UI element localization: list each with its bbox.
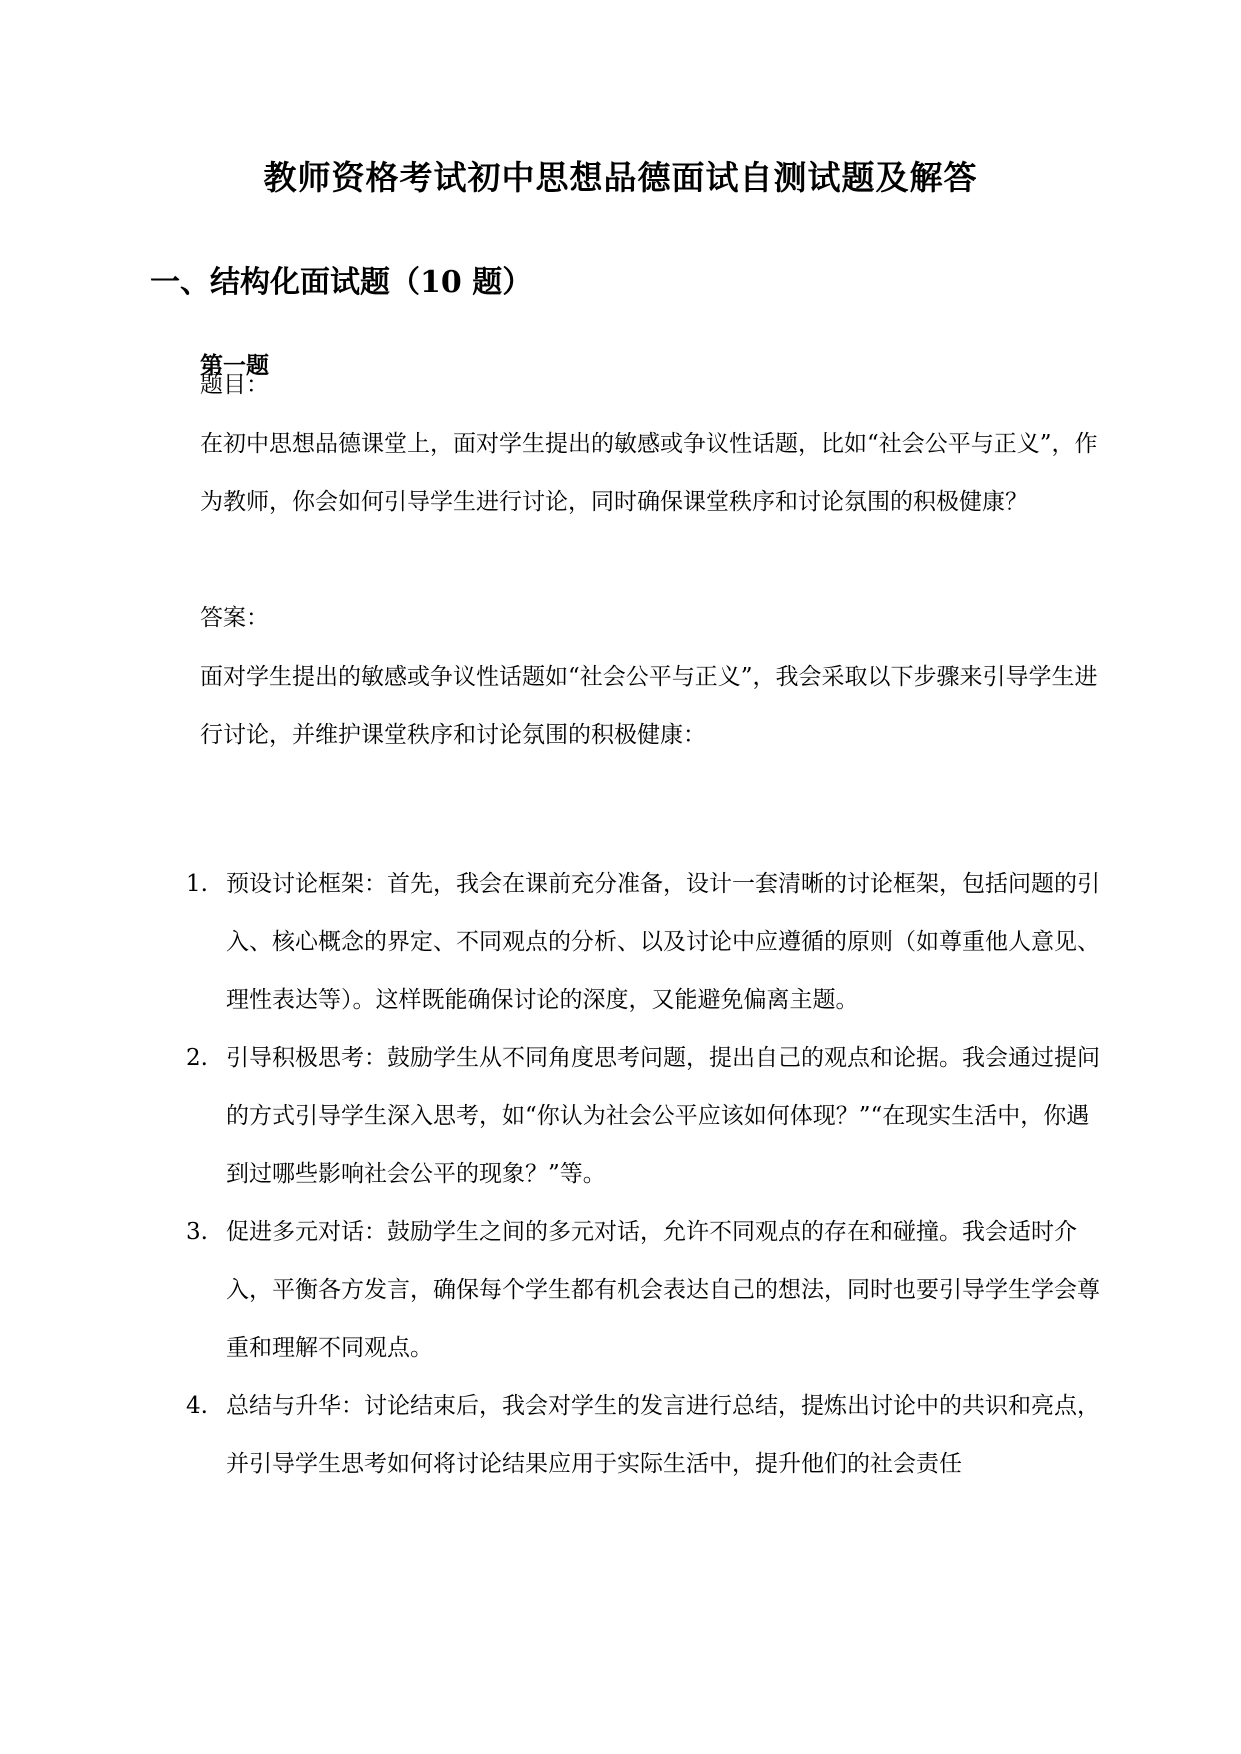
answer-steps-list [180,855,1100,1493]
step-number: 2. [186,1045,208,1071]
step-number: 3. [186,1219,208,1245]
document-title: 教师资格考试初中思想品德面试自测试题及解答 [263,158,978,197]
question-label: 题目： [200,372,269,398]
step-text: 预设讨论框架：首先，我会在课前充分准备，设计一套清晰的讨论框架，包括问题的引入、核心概念的界定、不同观点的分析、以及讨论中应遵循的原则（如尊重他人意见、理性表达等）。这样既能确保讨论的深度，又能避免偏离主题。 [226,871,1100,1013]
step-text: 促进多元对话：鼓励学生之间的多元对话，允许不同观点的存在和碰撞。我会适时介入，平衡各方发言，确保每个学生都有机会表达自己的想法，同时也要引导学生学会尊重和理解不同观点。 [226,1219,1100,1361]
step-text: 总结与升华：讨论结束后，我会对学生的发言进行总结，提炼出讨论中的共识和亮点，并引导学生思考如何将讨论结果应用于实际生活中，提升他们的社会责任 [226,1393,1100,1477]
step-number: 4. [186,1393,208,1419]
question-heading: 第一题 [200,352,269,379]
step-text: 引导积极思考：鼓励学生从不同角度思考问题，提出自己的观点和论据。我会通过提问的方式引导学生深入思考，如“你认为社会公平应该如何体现？”“在现实生活中，你遇到过哪些影响社会公平的现象？”等。 [226,1045,1100,1187]
answer-step [180,1029,1100,1203]
answer-step [180,1377,1100,1493]
question-text: 在初中思想品德课堂上，面对学生提出的敏感或争议性话题，比如“社会公平与正义”，作为教师，你会如何引导学生进行讨论，同时确保课堂秩序和讨论氛围的积极健康？ [200,431,1098,515]
answer-step [180,1203,1100,1377]
step-number: 1. [186,871,208,897]
answer-label: 答案： [200,605,269,631]
answer-step [180,855,1100,1029]
answer-intro: 面对学生提出的敏感或争议性话题如“社会公平与正义”，我会采取以下步骤来引导学生进行讨论，并维护课堂秩序和讨论氛围的积极健康： [200,664,1098,748]
section-heading: 一、结构化面试题（10 题） [150,265,533,300]
